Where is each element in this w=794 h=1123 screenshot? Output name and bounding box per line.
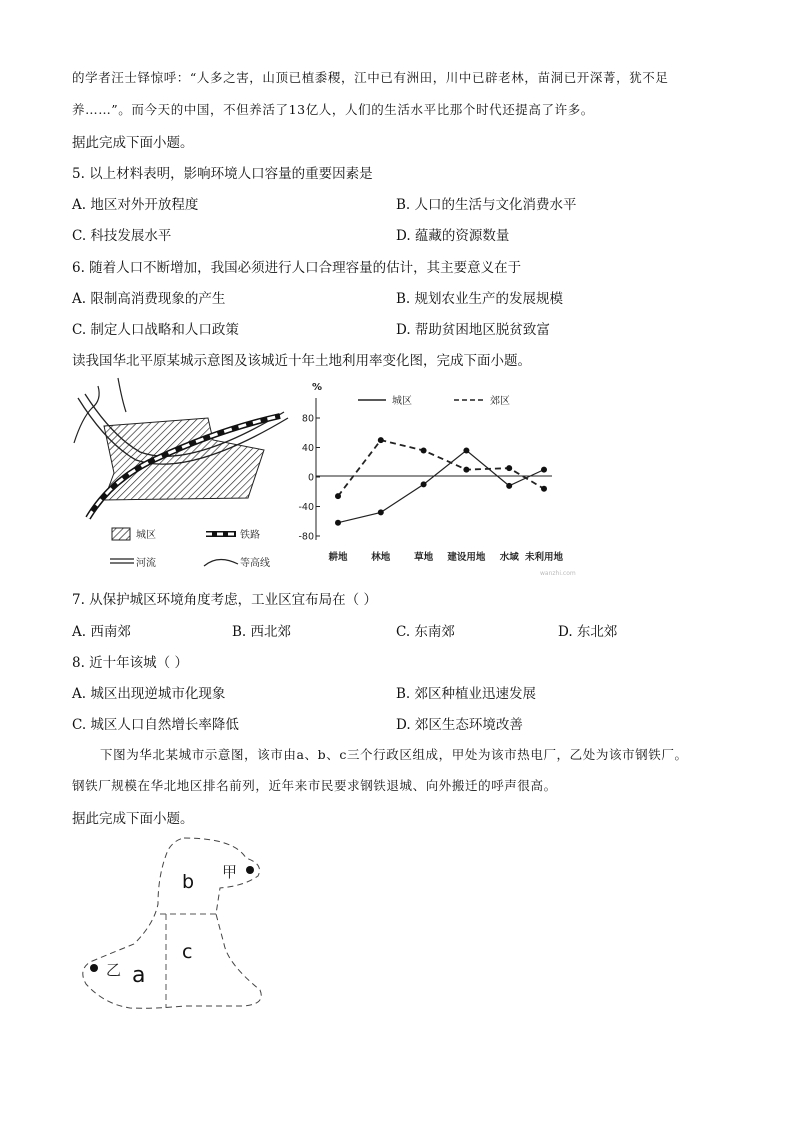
intro2-line-2: 钢铁厂规模在华北地区排名前列，近年来市民要求钢铁退城、向外搬迁的呼声很高。 xyxy=(72,778,557,793)
legend-city-label: 城区 xyxy=(136,530,156,541)
data-point xyxy=(335,520,341,526)
power-plant-marker xyxy=(246,866,254,874)
q7-option-d[interactable]: D. 东北郊 xyxy=(558,624,618,640)
data-point xyxy=(378,509,384,515)
x-tick-label: 未利用地 xyxy=(524,552,564,563)
q7-stem: 7. 从保护城区环境角度考虑，工业区宜布局在（ ） xyxy=(72,592,377,608)
prompt-1: 据此完成下面小题。 xyxy=(72,135,194,151)
q5-stem: 5. 以上材料表明，影响环境人口容量的重要因素是 xyxy=(72,166,373,182)
q8-option-c[interactable]: C. 城区人口自然增长率降低 xyxy=(72,717,239,733)
legend-urban-label: 城区 xyxy=(392,396,412,407)
data-point xyxy=(541,486,547,492)
series-line-urban xyxy=(338,450,544,522)
q6-option-c[interactable]: C. 制定人口战略和人口政策 xyxy=(72,322,239,338)
city-area xyxy=(104,418,264,500)
q7-option-c[interactable]: C. 东南郊 xyxy=(396,624,455,640)
series-line-suburb xyxy=(338,440,544,496)
q5-option-a[interactable]: A. 地区对外开放程度 xyxy=(72,197,199,213)
steel-plant-marker xyxy=(90,964,98,972)
district-c-label: c xyxy=(182,941,193,963)
q7-option-a[interactable]: A. 西南郊 xyxy=(72,624,131,640)
y-tick-label: 0 xyxy=(307,472,314,484)
chart-watermark: wanzhi.com xyxy=(540,570,576,577)
legend-city-swatch xyxy=(112,528,130,540)
data-point xyxy=(506,465,512,471)
legend-contour-swatch xyxy=(204,559,238,566)
q6-option-b[interactable]: B. 规划农业生产的发展规模 xyxy=(396,291,564,307)
intro2-line-1: 下图为华北某城市示意图，该市由a、b、c三个行政区组成，甲处为该市热电厂，乙处为该市钢铁厂。 xyxy=(100,747,688,762)
x-tick-label: 建设用地 xyxy=(447,552,486,563)
y-tick-label: -40 xyxy=(298,502,314,513)
read-prompt: 读我国华北平原某城示意图及该城近十年土地利用率变化图，完成下面小题。 xyxy=(72,353,531,369)
q5-option-d[interactable]: D. 蕴藏的资源数量 xyxy=(396,228,510,244)
q7-option-b[interactable]: B. 西北郊 xyxy=(232,624,292,640)
legend-suburb-label: 郊区 xyxy=(490,396,510,407)
district-b-label: b xyxy=(182,871,195,893)
district-a-label: a xyxy=(132,963,146,988)
data-point xyxy=(421,447,427,453)
contour-line xyxy=(118,378,126,412)
q6-option-d[interactable]: D. 帮助贫困地区脱贫致富 xyxy=(396,322,550,338)
data-point xyxy=(421,481,427,487)
data-point xyxy=(378,437,384,443)
q8-stem: 8. 近十年该城（ ） xyxy=(72,655,188,671)
intro-line-2: 养……”。而今天的中国，不但养活了13亿人，人们的生活水平比那个时代还提高了许多。 xyxy=(72,102,594,117)
jia-label: 甲 xyxy=(222,863,238,881)
y-tick-label: 40 xyxy=(301,443,314,454)
y-tick-label: -80 xyxy=(298,531,314,543)
intro-line-1: 的学者汪士铎惊呼：“人多之害，山顶已植黍稷，江中已有洲田，川中已辟老林，苗洞已开深菁，犹不足 xyxy=(72,70,669,85)
data-point xyxy=(541,467,547,473)
prompt-2: 据此完成下面小题。 xyxy=(72,811,194,827)
data-point xyxy=(335,493,341,499)
q5-option-c[interactable]: C. 科技发展水平 xyxy=(72,228,172,244)
data-point xyxy=(506,483,512,489)
q5-option-b[interactable]: B. 人口的生活与文化消费水平 xyxy=(396,197,577,213)
contour-line xyxy=(74,386,99,443)
legend-rail-label: 铁路 xyxy=(240,530,260,541)
y-tick-label: 80 xyxy=(301,413,314,425)
q6-stem: 6. 随着人口不断增加，我国必须进行人口合理容量的估计，其主要意义在于 xyxy=(72,260,522,276)
x-tick-label: 耕地 xyxy=(328,552,348,563)
x-tick-label: 草地 xyxy=(414,552,434,563)
yi-label: 乙 xyxy=(106,961,122,979)
q6-option-a[interactable]: A. 限制高消费现象的产生 xyxy=(72,291,226,307)
q8-option-b[interactable]: B. 郊区种植业迅速发展 xyxy=(396,686,537,702)
data-point xyxy=(463,467,469,473)
chart-ylabel: % xyxy=(312,382,323,393)
x-tick-label: 林地 xyxy=(371,552,391,563)
legend-river-label: 河流 xyxy=(136,558,156,569)
q8-option-d[interactable]: D. 郊区生态环境改善 xyxy=(396,717,523,733)
land-use-chart xyxy=(298,378,576,578)
q8-option-a[interactable]: A. 城区出现逆城市化现象 xyxy=(72,686,226,702)
x-tick-label: 水域 xyxy=(499,552,519,563)
data-point xyxy=(463,447,469,453)
city-map xyxy=(68,378,298,573)
city-district-map xyxy=(74,834,274,1012)
legend-contour-label: 等高线 xyxy=(240,558,270,569)
